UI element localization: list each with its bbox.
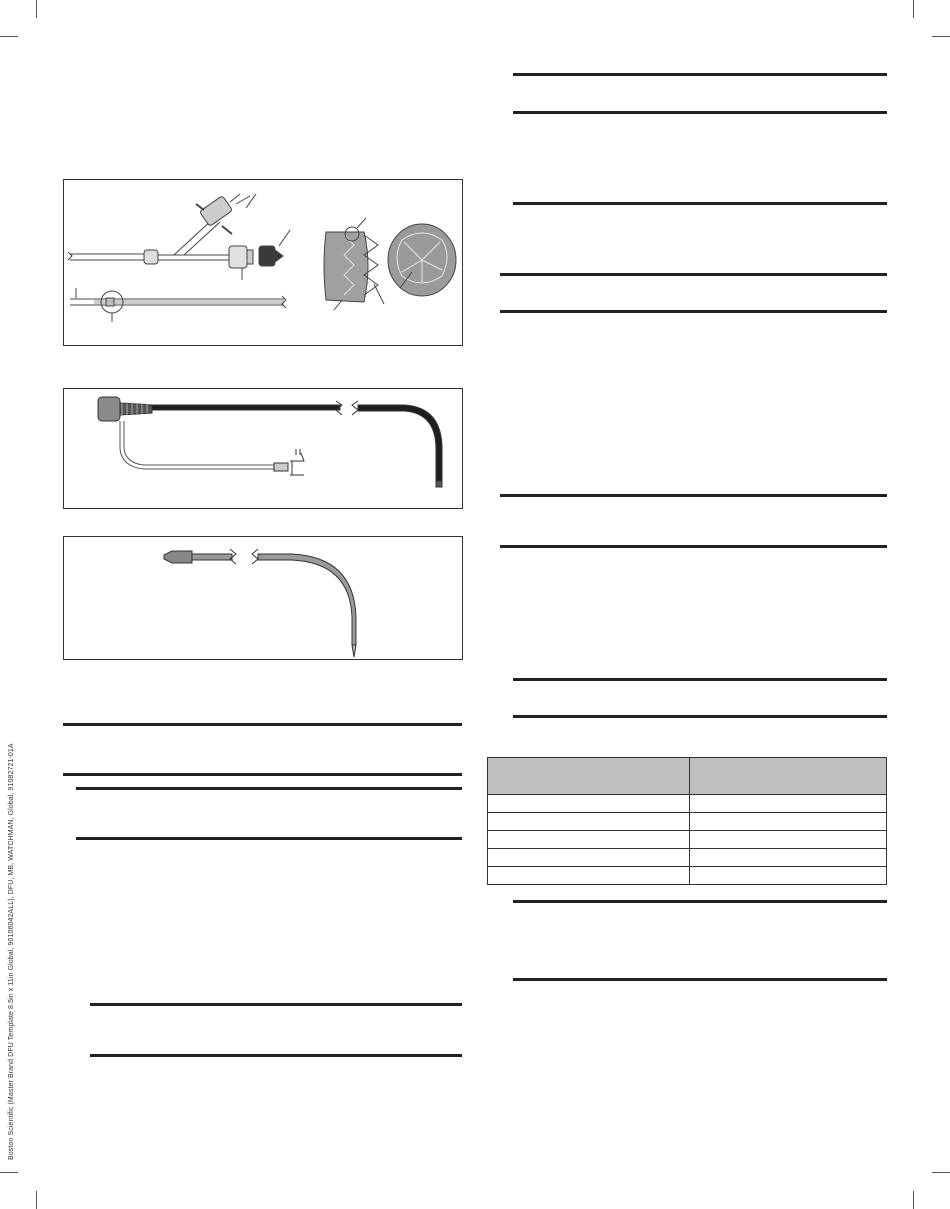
crop-mark-bottom-right-h [932, 1172, 950, 1173]
table-cell [488, 795, 690, 813]
divider-right-1 [513, 73, 887, 76]
table-cell [488, 849, 690, 867]
crop-mark-bottom-left [36, 1191, 37, 1209]
table-row [488, 795, 887, 813]
table-header-row [488, 758, 887, 795]
divider-right-7 [500, 545, 887, 548]
spec-table [487, 757, 887, 885]
table-header-cell [690, 758, 887, 795]
crop-mark-top-left [36, 0, 37, 18]
table-cell [488, 867, 690, 885]
table-cell [690, 831, 887, 849]
table-cell [690, 849, 887, 867]
divider-right-10 [513, 900, 887, 903]
divider-left-3 [76, 787, 462, 790]
crop-mark-bottom-left-h [0, 1172, 18, 1173]
table-cell [488, 813, 690, 831]
divider-left-5 [90, 1003, 462, 1006]
table-header-cell [488, 758, 690, 795]
divider-left-2 [63, 773, 462, 776]
divider-left-1 [63, 723, 462, 726]
table-cell [488, 831, 690, 849]
divider-right-9 [513, 715, 887, 718]
figure-access-sheath [63, 388, 463, 509]
table-cell [690, 795, 887, 813]
table-row [488, 867, 887, 885]
figure-dilator [63, 536, 463, 660]
table-row [488, 849, 887, 867]
divider-left-4 [76, 837, 462, 840]
crop-mark-bottom-right [913, 1191, 914, 1209]
table-cell [690, 867, 887, 885]
crop-mark-top-left-h [0, 36, 18, 37]
divider-right-5 [500, 310, 887, 313]
table-row [488, 813, 887, 831]
divider-right-11 [513, 978, 887, 981]
divider-left-6 [90, 1054, 462, 1057]
table-cell [690, 813, 887, 831]
divider-right-6 [500, 494, 887, 497]
divider-right-4 [500, 273, 887, 276]
side-margin-text: Boston Scientific (Master Brand DFU Template 8.5in x 11in Global, 90106042ALL), DFU, MB, WATCHMAN, Global, 91082721-01A [8, 743, 15, 1160]
table-row [488, 831, 887, 849]
divider-right-2 [513, 111, 887, 114]
divider-right-8 [513, 678, 887, 681]
divider-right-3 [513, 202, 887, 205]
crop-mark-top-right-h [932, 36, 950, 37]
figure-delivery-system [63, 179, 463, 346]
crop-mark-top-right [913, 0, 914, 18]
